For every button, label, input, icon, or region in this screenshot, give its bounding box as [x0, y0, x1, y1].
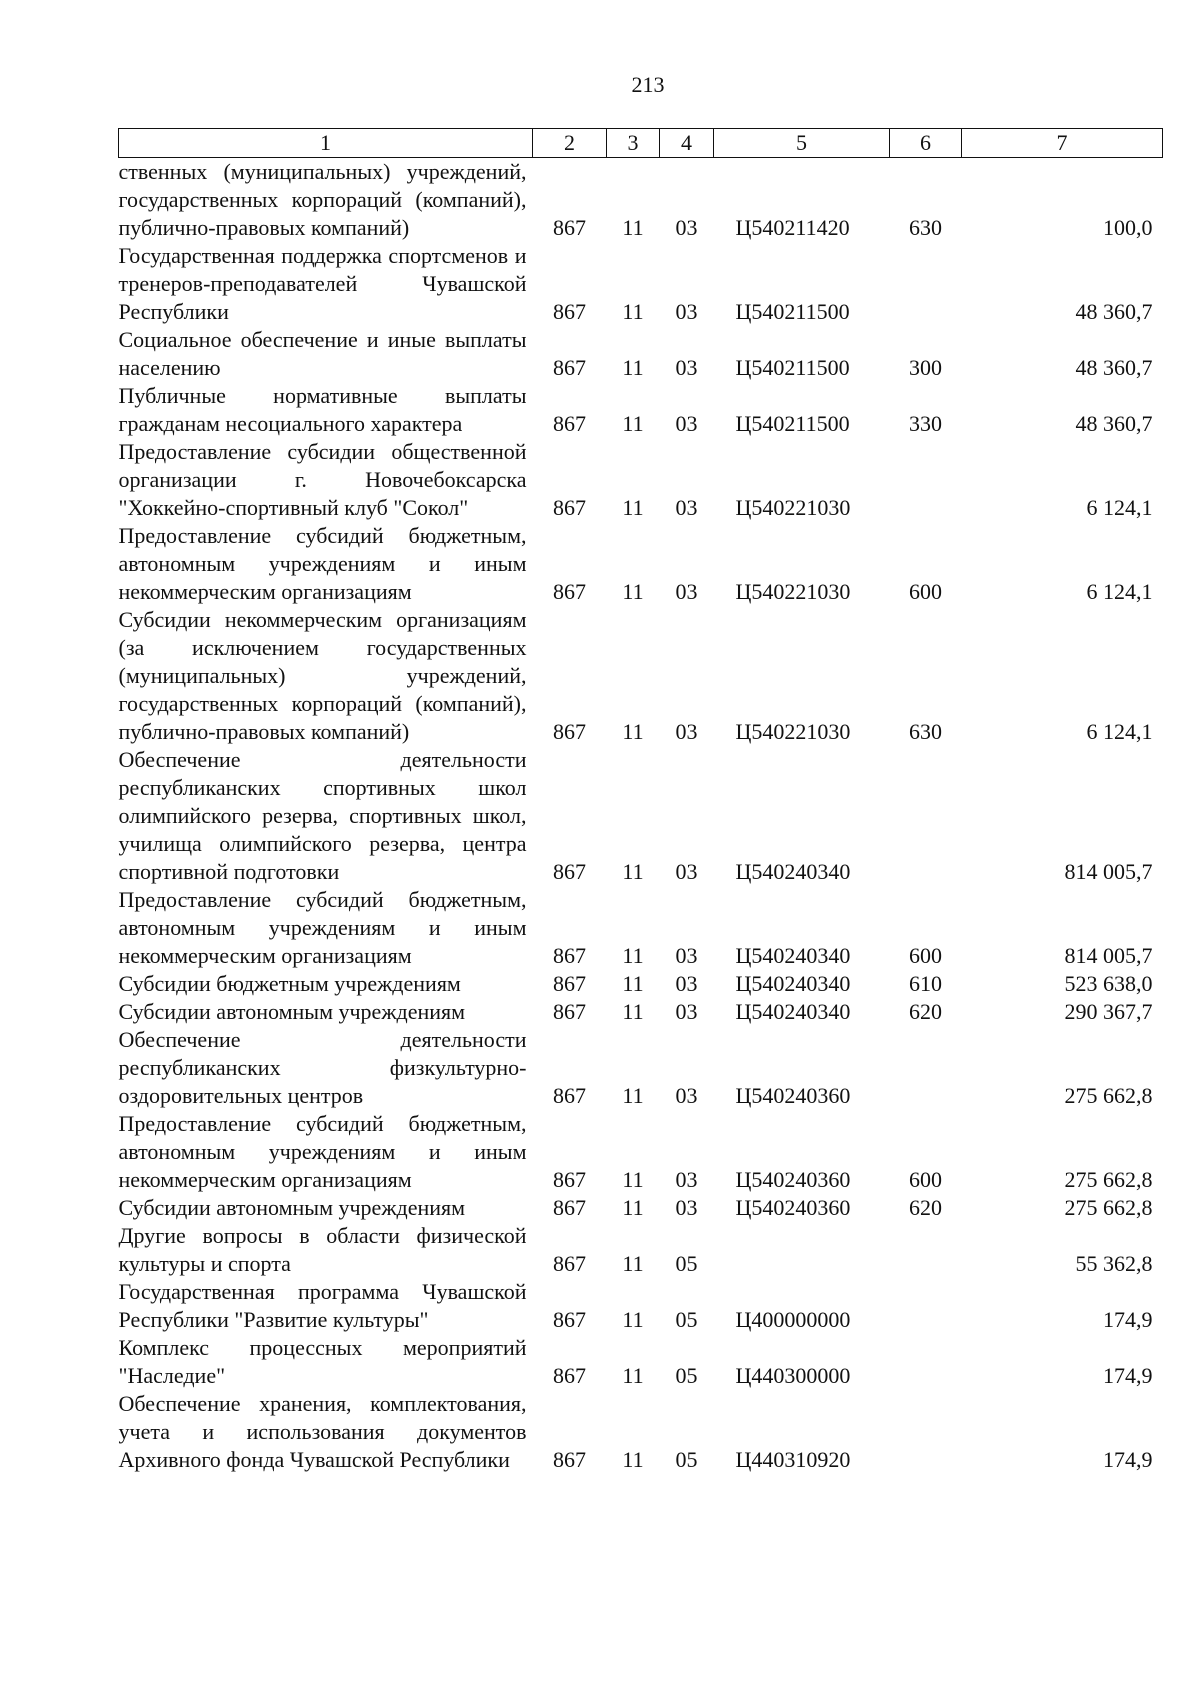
table-row	[119, 606, 1163, 746]
row-code-4: 03	[675, 859, 698, 884]
row-name: Субсидии некоммерческим организациям (за исключением государственных (муниципальных) учреждений, государственных корпораций (компаний), публично-правовых компаний)	[118, 607, 527, 744]
row-name: Государственная программа Чувашской Республики "Развитие культуры"	[118, 1279, 527, 1332]
row-name: Комплекс процессных мероприятий "Наследие"	[118, 1335, 527, 1388]
row-code-4: 03	[675, 579, 698, 604]
row-code-3: 11	[622, 859, 644, 884]
table-row	[119, 438, 1163, 522]
header-col-1: 1	[119, 129, 533, 158]
table-row	[119, 1278, 1163, 1334]
row-name: Обеспечение хранения, комплектования, учета и использования документов Архивного фонда Чувашской Республики	[118, 1391, 527, 1472]
row-code-2: 867	[553, 495, 586, 520]
row-code-6	[890, 1026, 962, 1110]
row-code-5: Ц440310920	[735, 1447, 851, 1472]
row-code-4: 05	[675, 1363, 698, 1388]
row-code-4: 05	[675, 1447, 698, 1472]
row-code-2: 867	[553, 215, 586, 240]
row-name: Социальное обеспечение и иные выплаты населению	[118, 327, 527, 380]
row-code-3: 11	[622, 355, 644, 380]
row-code-5: Ц540240340	[735, 999, 851, 1024]
row-code-6: 600	[909, 943, 942, 968]
table-row	[119, 1110, 1163, 1194]
row-code-6: 630	[909, 215, 942, 240]
table-row	[119, 158, 1163, 243]
row-code-4: 05	[675, 1307, 698, 1332]
table-row	[119, 1222, 1163, 1278]
row-code-2: 867	[553, 1363, 586, 1388]
table-row	[119, 1194, 1163, 1222]
header-col-3: 3	[607, 129, 660, 158]
row-code-2: 867	[553, 299, 586, 324]
row-code-6	[890, 746, 962, 886]
row-code-2: 867	[553, 1251, 586, 1276]
table-row	[119, 886, 1163, 970]
row-code-4: 03	[675, 1083, 698, 1108]
row-code-5: Ц540240340	[735, 859, 851, 884]
row-name: Субсидии автономным учреждениям	[118, 1195, 466, 1220]
row-amount: 174,9	[1103, 1363, 1153, 1388]
row-code-6	[890, 1334, 962, 1390]
header-col-2: 2	[533, 129, 607, 158]
row-code-5: Ц540240360	[735, 1195, 851, 1220]
row-code-6	[890, 1278, 962, 1334]
row-code-5: Ц540211500	[735, 299, 850, 324]
row-code-6: 330	[909, 411, 942, 436]
row-code-3: 11	[622, 1251, 644, 1276]
table-row	[119, 382, 1163, 438]
row-code-3: 11	[622, 1195, 644, 1220]
row-code-6: 600	[909, 579, 942, 604]
row-code-2: 867	[553, 719, 586, 744]
row-amount: 523 638,0	[1064, 971, 1153, 996]
row-amount: 814 005,7	[1064, 859, 1153, 884]
row-amount: 55 362,8	[1075, 1251, 1153, 1276]
row-code-3: 11	[622, 1307, 644, 1332]
row-code-5: Ц540221030	[735, 579, 851, 604]
row-code-4: 03	[675, 719, 698, 744]
header-col-6: 6	[890, 129, 962, 158]
row-name: Публичные нормативные выплаты гражданам несоциального характера	[118, 383, 527, 436]
row-amount: 6 124,1	[1086, 719, 1153, 744]
row-code-5: Ц540221030	[735, 495, 851, 520]
row-name: Обеспечение деятельности республиканских физкультурно-оздоровительных центров	[118, 1027, 527, 1108]
row-code-2: 867	[553, 355, 586, 380]
row-name: Предоставление субсидий бюджетным, автономным учреждениям и иным некоммерческим организациям	[118, 1111, 527, 1192]
row-code-5: Ц440300000	[735, 1363, 851, 1388]
row-code-5: Ц540211500	[735, 355, 850, 380]
row-amount: 275 662,8	[1064, 1195, 1153, 1220]
row-code-3: 11	[622, 719, 644, 744]
row-code-4: 03	[675, 1167, 698, 1192]
row-code-2: 867	[553, 999, 586, 1024]
row-code-4: 03	[675, 1195, 698, 1220]
table-row	[119, 522, 1163, 606]
row-code-2: 867	[553, 411, 586, 436]
table-body	[119, 158, 1163, 1475]
header-col-7: 7	[962, 129, 1163, 158]
row-amount: 100,0	[1103, 215, 1153, 240]
row-code-5: Ц400000000	[735, 1307, 851, 1332]
row-code-4: 03	[675, 355, 698, 380]
table-row	[119, 746, 1163, 886]
row-code-6: 610	[909, 971, 942, 996]
row-code-2: 867	[553, 1447, 586, 1472]
row-code-6: 600	[909, 1167, 942, 1192]
row-code-5: Ц540240360	[735, 1167, 851, 1192]
row-code-5: Ц540240360	[735, 1083, 851, 1108]
row-amount: 48 360,7	[1075, 299, 1153, 324]
row-amount: 275 662,8	[1064, 1083, 1153, 1108]
row-code-6	[890, 242, 962, 326]
row-code-6: 630	[909, 719, 942, 744]
row-code-3: 11	[622, 1447, 644, 1472]
table-row	[119, 242, 1163, 326]
row-code-4: 05	[675, 1251, 698, 1276]
row-code-3: 11	[622, 999, 644, 1024]
row-code-3: 11	[622, 495, 644, 520]
table-row	[119, 970, 1163, 998]
row-code-2: 867	[553, 1307, 586, 1332]
row-amount: 174,9	[1103, 1307, 1153, 1332]
row-amount: 814 005,7	[1064, 943, 1153, 968]
row-code-2: 867	[553, 579, 586, 604]
row-amount: 6 124,1	[1086, 495, 1153, 520]
table-row	[119, 1390, 1163, 1474]
row-name: Государственная поддержка спортсменов и тренеров-преподавателей Чувашской Республики	[118, 243, 527, 324]
row-amount: 6 124,1	[1086, 579, 1153, 604]
row-name: Предоставление субсидий бюджетным, автономным учреждениям и иным некоммерческим организациям	[118, 523, 527, 604]
row-code-2: 867	[553, 859, 586, 884]
row-code-2: 867	[553, 943, 586, 968]
row-code-4: 03	[675, 299, 698, 324]
row-code-2: 867	[553, 971, 586, 996]
row-code-5: Ц540221030	[735, 719, 851, 744]
row-code-3: 11	[622, 943, 644, 968]
row-code-6: 620	[909, 1195, 942, 1220]
row-code-3: 11	[622, 215, 644, 240]
table-row	[119, 998, 1163, 1026]
row-code-2: 867	[553, 1167, 586, 1192]
row-code-3: 11	[622, 971, 644, 996]
row-code-5: Ц540240340	[735, 971, 851, 996]
row-code-5	[714, 1222, 890, 1278]
row-code-6	[890, 438, 962, 522]
row-code-5: Ц540240340	[735, 943, 851, 968]
row-code-3: 11	[622, 579, 644, 604]
row-code-3: 11	[622, 411, 644, 436]
row-amount: 275 662,8	[1064, 1167, 1153, 1192]
row-code-6	[890, 1390, 962, 1474]
row-amount: 174,9	[1103, 1447, 1153, 1472]
budget-table	[118, 128, 1163, 1474]
row-code-4: 03	[675, 971, 698, 996]
row-amount: 48 360,7	[1075, 411, 1153, 436]
header-col-4: 4	[660, 129, 714, 158]
row-code-4: 03	[675, 495, 698, 520]
row-amount: 48 360,7	[1075, 355, 1153, 380]
row-code-3: 11	[622, 1167, 644, 1192]
row-code-3: 11	[622, 1363, 644, 1388]
row-code-6: 300	[909, 355, 942, 380]
row-code-5: Ц540211420	[735, 215, 850, 240]
row-amount: 290 367,7	[1064, 999, 1153, 1024]
header-col-5: 5	[714, 129, 890, 158]
row-code-6: 620	[909, 999, 942, 1024]
table-row	[119, 326, 1163, 382]
row-code-3: 11	[622, 299, 644, 324]
row-code-4: 03	[675, 999, 698, 1024]
row-name: Субсидии автономным учреждениям	[118, 999, 466, 1024]
row-name: Предоставление субсидии общественной организации г. Новочебоксарска "Хоккейно-спортивный клуб "Сокол"	[118, 439, 527, 520]
row-name: ственных (муниципальных) учреждений, государственных корпораций (компаний), публично-правовых компаний)	[118, 159, 527, 240]
row-code-4: 03	[675, 215, 698, 240]
row-name: Предоставление субсидий бюджетным, автономным учреждениям и иным некоммерческим организациям	[118, 887, 527, 968]
table-row	[119, 1334, 1163, 1390]
row-code-4: 03	[675, 943, 698, 968]
row-code-4: 03	[675, 411, 698, 436]
row-code-3: 11	[622, 1083, 644, 1108]
table-row	[119, 1026, 1163, 1110]
row-code-6	[890, 1222, 962, 1278]
page-number: 213	[631, 72, 665, 97]
row-name: Субсидии бюджетным учреждениям	[118, 971, 461, 996]
row-name: Другие вопросы в области физической культуры и спорта	[118, 1223, 527, 1276]
row-code-2: 867	[553, 1083, 586, 1108]
row-name: Обеспечение деятельности республиканских спортивных школ олимпийского резерва, спортивных школ, училища олимпийского резерва, центра спортивной подготовки	[118, 747, 527, 884]
table-header	[119, 129, 1163, 158]
header-row	[119, 129, 1163, 158]
row-code-5: Ц540211500	[735, 411, 850, 436]
row-code-2: 867	[553, 1195, 586, 1220]
